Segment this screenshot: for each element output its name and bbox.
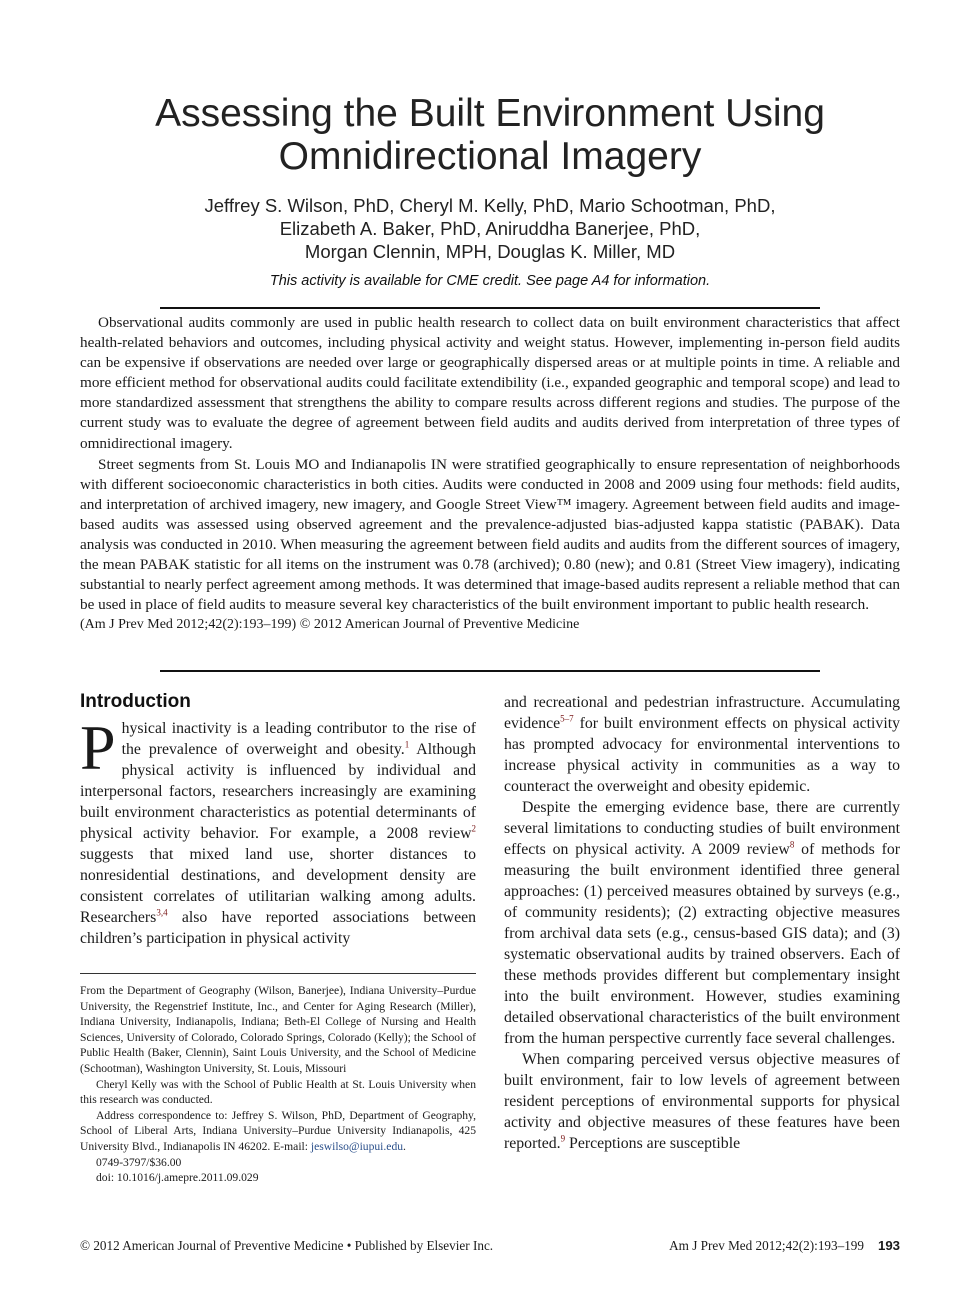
reference-link[interactable]: 5–7 <box>560 713 574 724</box>
correspondence-note: Address correspondence to: Jeffrey S. Wilson, PhD, Department of Geography, School of Liberal Arts, Indiana University–Purdue University Indianapolis, 425 University Blvd., Indianapolis IN 46202. E-mail: jeswilso@iupui.edu. <box>80 1108 476 1153</box>
reference-link[interactable]: 1 <box>404 739 410 750</box>
doi-link[interactable]: doi: 10.1016/j.amepre.2011.09.029 <box>96 1171 259 1185</box>
right-paragraph-3: When comparing perceived versus objective measures of built environment, fair to low levels of agreement between resident perceptions of environmental supports for physical activity and objective measures of these features have been reported.$^9$ Perceptions are susceptible <box>504 1051 900 1152</box>
cme-note: This activity is available for CME credit. See page A4 for information. <box>269 273 711 289</box>
article-title <box>80 92 900 178</box>
right-paragraph-1: and recreational and pedestrian infrastructure. Accumulating evidence$^{5-7}$ for built environment effects on physical activity has prompted advocacy for environmental interventions to increase physical activity in communities as a way to counteract the overweight and obesity epidemic. <box>504 694 900 795</box>
footer-journal-ref: Am J Prev Med 2012;42(2):193–199 193 <box>669 1238 900 1253</box>
citation-line: (Am J Prev Med 2012;42(2):193–199) © 2012 American Journal of Preventive Medicine <box>80 617 580 633</box>
author-list <box>80 194 900 263</box>
reference-link[interactable]: 2 <box>471 823 476 834</box>
right-paragraph-2: Despite the emerging evidence base, there are currently several limitations to conducting studies of built environment effects on physical activity. A 2009 review$^8$ of methods for measuring the built environment identified three general approaches: (1) perceived measures obtained by surveys (e.g., of community residents); (2) extracting objective measures from archival data sets (e.g., census-based GIS data); and (3) systematic observational audits by trained observers. Each of these methods provides different but complementary insight into the built environment. However, studies examining detailed observational characteristics of the built environment from the human perspective currently face several challenges. <box>504 799 900 1047</box>
authors-line-2: Elizabeth A. Baker, PhD, Aniruddha Banerjee, PhD, <box>279 218 701 239</box>
email-link[interactable]: jeswilso@iupui.edu <box>310 1139 404 1153</box>
title-line-2: Omnidirectional Imagery <box>278 135 702 178</box>
footnotes <box>80 983 476 1186</box>
page-number: 193 <box>877 1238 900 1253</box>
abstract-bottom-rule <box>160 670 820 672</box>
drop-cap: P <box>80 712 116 783</box>
title-line-1: Assessing the Built Environment Using <box>155 92 825 135</box>
authors-line-1: Jeffrey S. Wilson, PhD, Cheryl M. Kelly, PhD, Mario Schootman, PhD, <box>204 195 776 216</box>
abstract-paragraph-2: Street segments from St. Louis MO and Indianapolis IN were stratified geographically to ensure representation of neighborhoods with different socioeconomic characteristics in both cities. Audits were conducted in 2008 and 2009 using four methods: field audits, and interpretation of archived imagery, new imagery, and Google Street View™ imagery. Agreement between field audits and image-based audits was assessed using observed agreement and the prevalence-adjusted bias-adjusted kappa statistic (PABAK). Data analysis was conducted in 2010. When measuring the agreement between field audits and audits from the different sources of imagery, the mean PABAK statistic for all items on the instrument was 0.78 (archived); 0.80 (new); and 0.81 (Street View imagery), indicating substantial to nearly perfect agreement among methods. It was determined that image-based audits represent a reliable method that can be used in place of field audits to measure several key characteristics of the built environment important to public health research. <box>80 455 900 614</box>
reference-link[interactable]: 8 <box>789 839 795 850</box>
intro-paragraph-1: Physical inactivity is a leading contributor to the rise of the prevalence of overweight and obesity.$^1$ Although physical activity is influenced by individual and interpersonal factors, researchers increasingly are examining built environment characteristics as potential determinants of physical activity behavior. For example, a 2008 review$^2$ suggests that mixed land use, shorter distances to nonresidential destinations, and development density are consistent correlates of utilitarian walking among adults. Researchers$^{3,4}$ also have reported associations between children’s participation in physical activity <box>80 712 476 947</box>
footer-copyright: © 2012 American Journal of Preventive Medicine • Published by Elsevier Inc. <box>80 1238 494 1253</box>
right-column <box>504 692 900 1154</box>
affiliation-note: From the Department of Geography (Wilson, Banerjee), Indiana University–Purdue University, the Regenstrief Institute, Inc., and Center for Aging Research (Miller), Indiana University, Indianapolis, Indiana; Beth-El College of Nursing and Health Sciences, University of Colorado, Colorado Springs, Colorado (Kelly); the School of Public Health (Baker, Clennin), Saint Louis University, and the School of Medicine (Schootman), Washington University, St. Louis, Missouri <box>80 984 476 1075</box>
abstract-paragraph-1: Observational audits commonly are used in public health research to collect data on built environment characteristics that affect health-related behaviors and outcomes, including physical activity and weight status. However, implementing in-person field audits can be expensive if observations are needed over large or geographically dispersed areas or at multiple points in time. A reliable and more efficient method for observational audits could facilitate extendibility (i.e., expanded geographic and temporal scope) and lead to more standardized assessment that strengthens the ability to compare results across different regions and studies. The purpose of the current study was to evaluate the degree of agreement between field audits and audits derived from interpretation of three types of omnidirectional imagery. <box>80 314 900 452</box>
left-column <box>80 690 476 949</box>
abstract-top-rule <box>160 307 820 309</box>
authors-line-3: Morgan Clennin, MPH, Douglas K. Miller, MD <box>304 241 676 262</box>
author-note: Cheryl Kelly was with the School of Public Health at St. Louis University when this research was conducted. <box>80 1077 476 1107</box>
issn-line: 0749-3797/$36.00 <box>96 1155 182 1169</box>
reference-link[interactable]: 9 <box>560 1133 566 1144</box>
footnote-rule <box>80 973 476 974</box>
abstract <box>80 313 900 636</box>
reference-link[interactable]: 3,4 <box>156 907 168 918</box>
section-heading-introduction: Introduction <box>80 691 191 712</box>
